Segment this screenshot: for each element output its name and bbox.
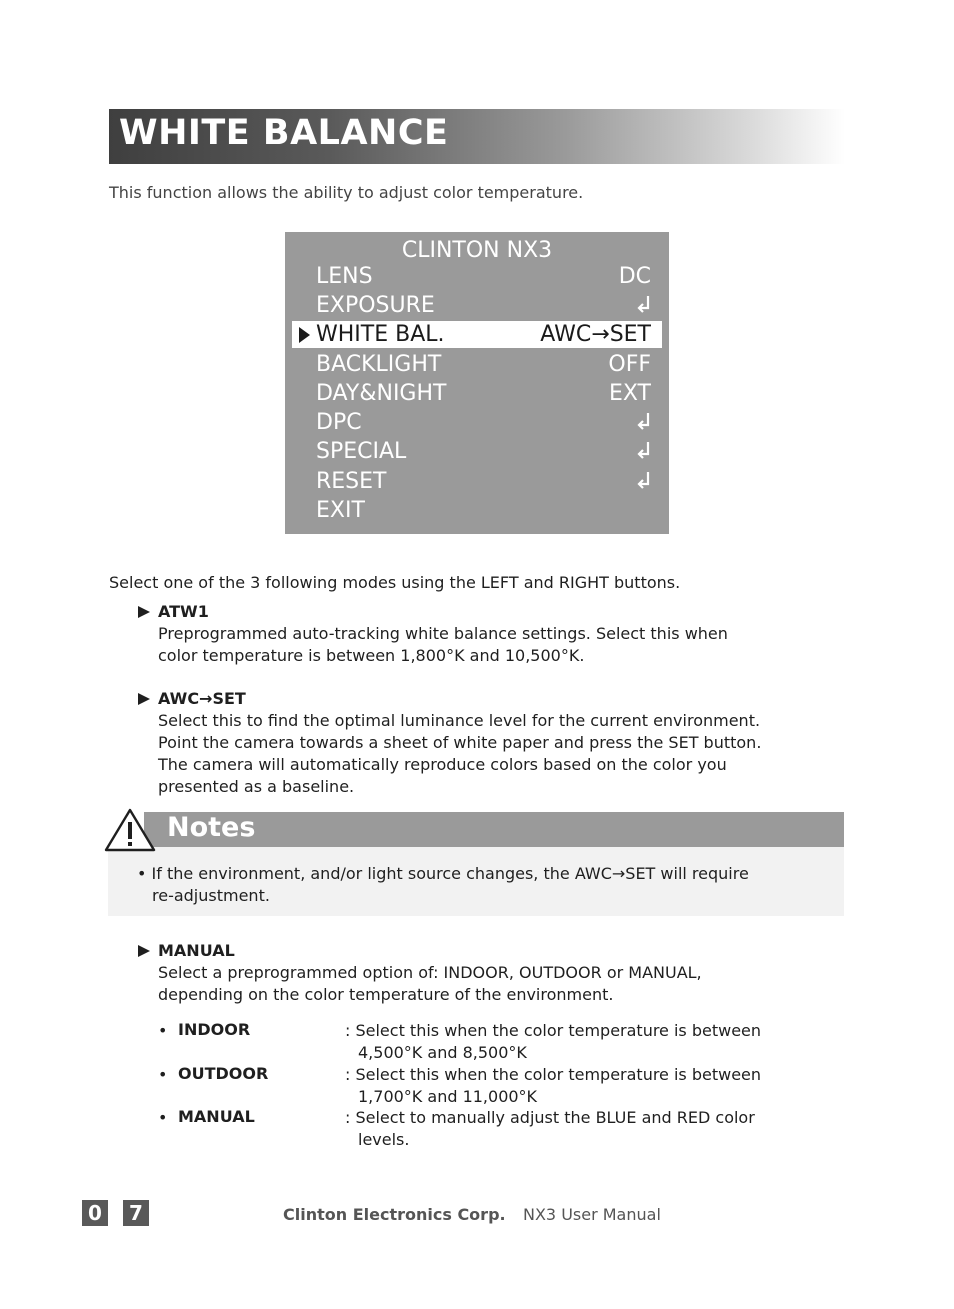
warning-icon bbox=[104, 807, 156, 857]
atw1-line-2: color temperature is between 1,800°K and 10,500°K. bbox=[158, 646, 585, 665]
triangle-bullet-icon bbox=[138, 693, 150, 705]
osd-label: RESET bbox=[316, 469, 387, 494]
pointer-icon bbox=[299, 327, 310, 343]
option-desc: : Select this when the color temperature is between bbox=[345, 1021, 762, 1040]
awc-line-4: presented as a baseline. bbox=[158, 777, 355, 796]
osd-label: LENS bbox=[316, 264, 373, 289]
osd-value: EXT bbox=[608, 381, 651, 406]
awc-line-3: The camera will automatically reproduce colors based on the color you bbox=[158, 755, 727, 774]
osd-label: SPECIAL bbox=[316, 439, 407, 464]
option-desc: : Select to manually adjust the BLUE and RED color bbox=[345, 1108, 755, 1127]
bullet: • bbox=[158, 1021, 168, 1040]
enter-icon bbox=[637, 439, 651, 467]
mode-heading-manual bbox=[138, 941, 235, 960]
osd-menu bbox=[285, 232, 669, 534]
triangle-bullet-icon bbox=[138, 945, 150, 957]
osd-value: AWC→SET bbox=[540, 322, 651, 347]
page-number-digit: 0 bbox=[82, 1200, 108, 1226]
osd-row-backlight bbox=[292, 351, 662, 378]
osd-title: CLINTON NX3 bbox=[401, 238, 553, 263]
osd-row-white-bal bbox=[292, 321, 662, 348]
notes-title: Notes bbox=[167, 812, 256, 843]
triangle-bullet-icon bbox=[138, 606, 150, 618]
osd-row-exit bbox=[292, 497, 662, 524]
osd-label: DPC bbox=[316, 410, 362, 435]
page-number-digit: 7 bbox=[123, 1200, 149, 1226]
awc-line-2: Point the camera towards a sheet of white paper and press the SET button. bbox=[158, 733, 762, 752]
osd-row-reset bbox=[292, 468, 662, 495]
osd-label: BACKLIGHT bbox=[316, 352, 442, 377]
osd-row-special bbox=[292, 438, 662, 465]
atw1-line-1: Preprogrammed auto-tracking white balance settings. Select this when bbox=[158, 624, 728, 643]
osd-label: EXIT bbox=[316, 498, 365, 523]
osd-value: OFF bbox=[608, 352, 651, 377]
page-title: WHITE BALANCE bbox=[119, 113, 449, 153]
awc-line-1: Select this to find the optimal luminance level for the current environment. bbox=[158, 711, 761, 730]
footer-manual-title: NX3 User Manual bbox=[523, 1205, 661, 1224]
notes-line-2: re-adjustment. bbox=[152, 886, 270, 905]
osd-label: DAY&NIGHT bbox=[316, 381, 447, 406]
intro-text: This function allows the ability to adjust color temperature. bbox=[109, 183, 584, 202]
option-desc: levels. bbox=[358, 1130, 410, 1149]
option-desc: 1,700°K and 11,000°K bbox=[358, 1087, 538, 1106]
osd-row-lens bbox=[292, 263, 662, 290]
mode-heading-text: ATW1 bbox=[158, 602, 209, 621]
mode-heading-awc bbox=[138, 689, 246, 708]
mode-heading-text: AWC→SET bbox=[158, 689, 246, 708]
enter-icon bbox=[637, 469, 651, 497]
option-name-manual: MANUAL bbox=[178, 1107, 255, 1126]
option-name-outdoor: OUTDOOR bbox=[178, 1064, 269, 1083]
bullet: • bbox=[158, 1065, 168, 1084]
notes-line-1: • If the environment, and/or light source changes, the AWC→SET will require bbox=[137, 864, 749, 883]
option-desc: : Select this when the color temperature is between bbox=[345, 1065, 762, 1084]
select-instruction: Select one of the 3 following modes using the LEFT and RIGHT buttons. bbox=[109, 573, 681, 592]
mode-heading-atw1 bbox=[138, 602, 209, 621]
osd-label: EXPOSURE bbox=[316, 293, 435, 318]
manual-line-2: depending on the color temperature of the environment. bbox=[158, 985, 614, 1004]
option-desc: 4,500°K and 8,500°K bbox=[358, 1043, 527, 1062]
enter-icon bbox=[637, 293, 651, 321]
mode-heading-text: MANUAL bbox=[158, 941, 235, 960]
manual-line-1: Select a preprogrammed option of: INDOOR, OUTDOOR or MANUAL, bbox=[158, 963, 702, 982]
osd-row-day-night bbox=[292, 380, 662, 407]
osd-label: WHITE BAL. bbox=[316, 322, 445, 347]
option-name-indoor: INDOOR bbox=[178, 1020, 251, 1039]
osd-value: DC bbox=[618, 264, 651, 289]
footer-company: Clinton Electronics Corp. bbox=[283, 1205, 506, 1224]
bullet: • bbox=[158, 1108, 168, 1127]
enter-icon bbox=[637, 410, 651, 438]
osd-row-dpc bbox=[292, 409, 662, 436]
osd-row-exposure bbox=[292, 292, 662, 319]
